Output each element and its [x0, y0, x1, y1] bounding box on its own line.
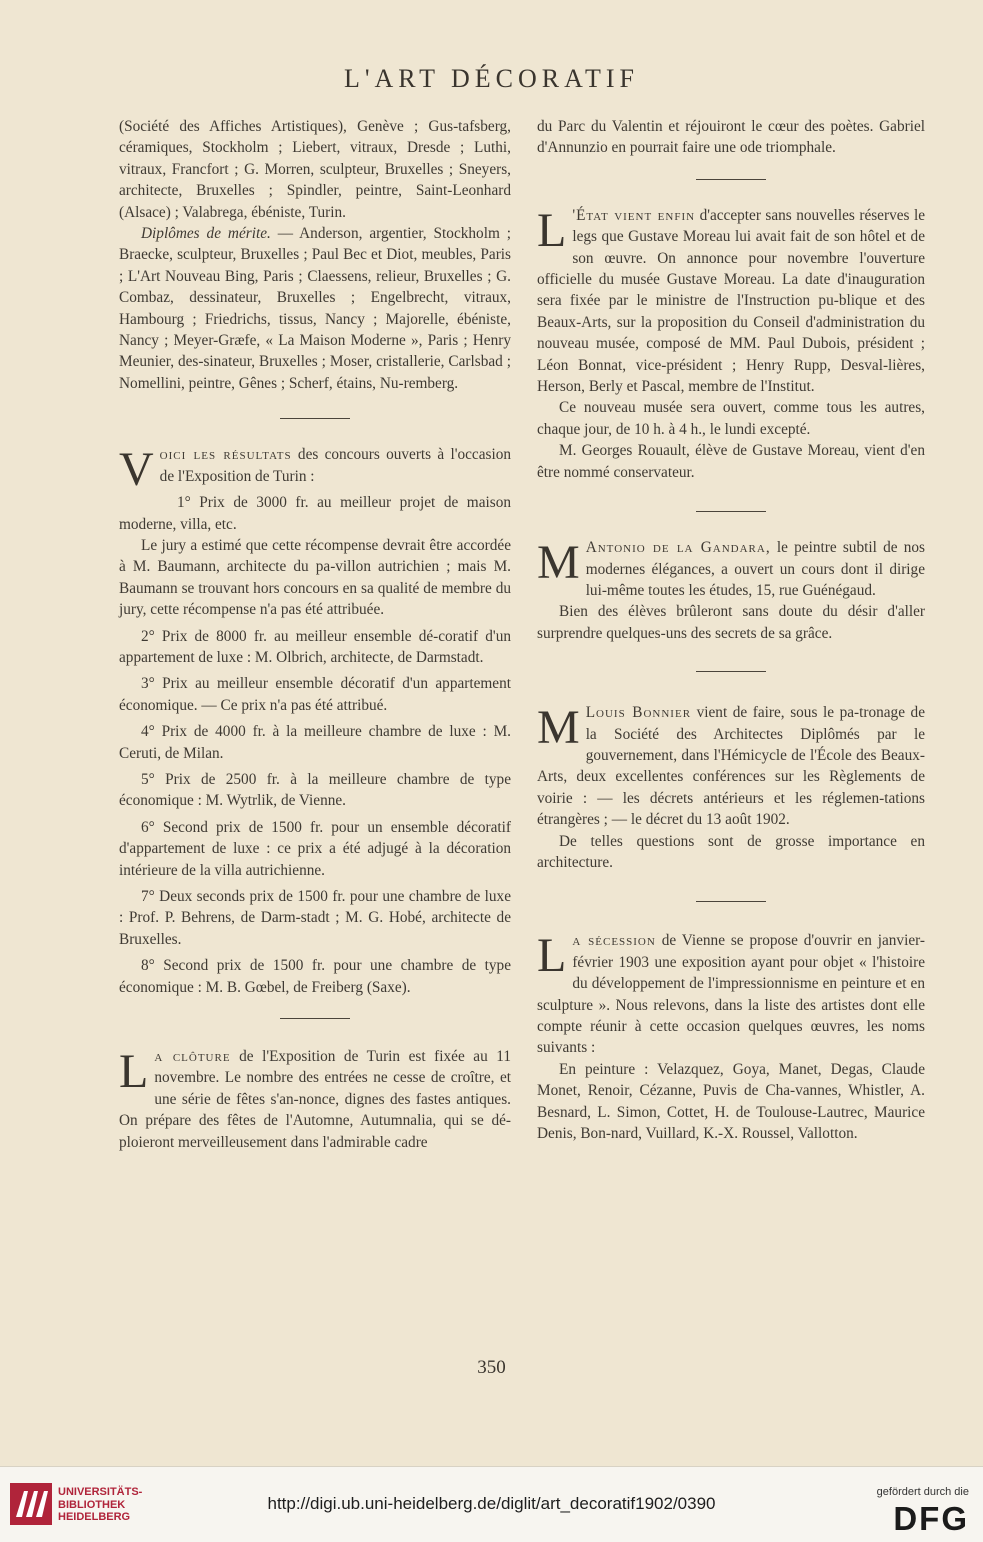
library-name-line-2: BIBLIOTHEK: [58, 1498, 126, 1511]
bonnier-paragraph: [537, 702, 925, 830]
gandara-paragraph: [537, 537, 925, 601]
drop-cap: V: [119, 443, 154, 497]
etat-text: d'accepter sans nouvelles réserves le legs que Gustave Moreau lui avait fait de son hôtel et de son œuvre. On annonce pour novembre l'ouverture officielle du musée Gustave Moreau. La date d'inauguration sera fixée par le ministre de l'Instruction pu-blique et des Beaux-Arts, sur la proposition du Conseil d'administration du nouveau musée, composé de MM. Paul Dubois, président ; Léon Bonnat, vice-président ; Henry Rupp, Desval-lières, Herson, Berly et Pascal, membre de l'Institut.: [537, 206, 925, 396]
bonnier-paragraph-2: De telles questions sont de grosse importance en architecture.: [537, 832, 925, 871]
right-paragraph: du Parc du Valentin et réjouiront le cœur des poètes. Gabriel d'Annunzio en pourrait faire une ode triomphale.: [537, 118, 925, 157]
prize-8: 8° Second prix de 1500 fr. pour une chambre de type économique : M. B. Gœbel, de Freiberg (Saxe).: [119, 957, 511, 996]
secession-paragraph-2: En peinture : Velazquez, Goya, Manet, Degas, Claude Monet, Renoir, Cézanne, Puvis de Cha-vannes, Whistler, A. Besnard, L. Simon, Cottet, H. de Toulouse-Lautrec, Maurice Denis, Bon-nard, Vuillard, K.-X. Roussel, Vallotton.: [537, 1060, 925, 1143]
secession-paragraph: [537, 930, 925, 1058]
etat-paragraph-3: M. Georges Rouault, élève de Gustave Moreau, vient d'en être nommé conservateur.: [537, 442, 925, 481]
etat-paragraph-2: Ce nouveau musée sera ouvert, comme tous les autres, chaque jour, de 10 h. à 4 h., le lundi excepté.: [537, 399, 925, 438]
turin-lead: oici les résultats: [159, 446, 292, 464]
etat-lead: 'État vient enfin: [572, 206, 696, 224]
page-number: 350: [477, 1357, 506, 1378]
secession-lead: a sécession: [572, 932, 656, 950]
cloture-lead: a clôture: [154, 1048, 231, 1066]
etat-paragraph: [537, 205, 925, 398]
library-name-line-1: UNIVERSITÄTS-: [58, 1486, 143, 1498]
turin-intro-paragraph: [119, 443, 512, 497]
running-title: L'ART DÉCORATIF: [343, 64, 640, 93]
diplomes-text: — Anderson, argentier, Stockholm ; Braecke, sculpteur, Bruxelles ; Paul Bec et Diot, meubles, Paris ; L'Art Nouveau Bing, Paris ; Claessens, relieur, Bruxelles ; G. Combaz, dessinateur, Bruxelles ; Engelbrecht, vitraux, Hambourg ; Friedrichs, tissus, Nancy ; Majorelle, ébéniste, Nancy ; Meyer-Græfe, « La Maison Moderne », Paris ; Henry Meunier, des-sinateur, Bruxelles ; Moser, cristallerie, Carlsbad ; Nomellini, peintre, Gênes ; Scherf, étains, Nu-remberg.: [119, 225, 512, 392]
turin-text: des concours ouverts à l'occasion de l'Exposition de Turin :: [159, 446, 512, 485]
gandara-text: le peintre subtil de nos modernes élégances, a ouvert un cours dont il dirige lui-même toutes les études, 15, rue Guénégaud.: [585, 539, 925, 599]
drop-cap: L: [537, 929, 567, 983]
right-column: [537, 116, 925, 1144]
gandara-lead: Antonio de la Gandara,: [585, 539, 771, 557]
prize-3: 3° Prix au meilleur ensemble décoratif d'un appartement économique. — Ce prix n'a pas été attribué.: [119, 675, 511, 714]
secession-text: de Vienne se propose d'ouvrir en janvier-février 1903 une exposition ayant pour objet « l'histoire du développement de l'impressionnisme en peinture et en sculpture ». Nous relevons, dans la liste des artistes dont elle compte réunir à cette occasion quelques œuvres, les noms suivants :: [537, 932, 925, 1057]
prize-7: 7° Deux seconds prix de 1500 fr. pour une chambre de luxe : Prof. P. Behrens, de Darm-stadt ; M. G. Hobé, architecte de Bruxelles.: [119, 888, 511, 948]
permalink-url[interactable]: http://digi.ub.uni-heidelberg.de/diglit/art_decoratif1902/0390: [267, 1494, 716, 1513]
left-paragraph: (Société des Affiches Artistiques), Genève ; Gus-tafsberg, céramiques, Stockholm ; Liebert, vitraux, Dresde ; Luthi, vitraux, Francfort ; G. Morren, sculpteur, Bruxelles ; Sneyers, architecte, Bruxelles ; Spindler, peintre, Saint-Leonhard (Alsace) ; Valabrega, ébéniste, Turin.: [119, 118, 511, 221]
funded-by-label: gefördert durch die: [876, 1486, 969, 1498]
left-column: [119, 116, 511, 1153]
cloture-paragraph: [119, 1046, 511, 1153]
prize-1-jury: Le jury a estimé que cette récompense devrait être accordée à M. Baumann, architecte du pa-villon autrichien ; mais M. Baumann se trouvant hors concours en sa qualité de membre du jury, cette récompense n'a pas été attribuée.: [119, 536, 511, 619]
drop-cap: L: [537, 203, 567, 257]
prize-4: 4° Prix de 4000 fr. à la meilleure chambre de luxe : M. Ceruti, de Milan.: [119, 723, 511, 762]
prize-5: 5° Prix de 2500 fr. à la meilleure chambre de type économique : M. Wytrlik, de Vienne.: [119, 770, 511, 810]
drop-cap: M: [537, 701, 580, 755]
cloture-text: de l'Exposition de Turin est fixée au 11 novembre. Le nombre des entrées ne cesse de croître, et une série de fêtes s'an-nonce, dignes des fastes antiques. On prépare des fêtes de l'Automne, Autumnalia, qui se dé-ploieront merveilleusement dans l'admirable cadre: [119, 1048, 511, 1151]
prize-1: 1° Prix de 3000 fr. au meilleur projet de maison moderne, villa, etc.: [119, 494, 511, 533]
drop-cap: M: [537, 536, 580, 590]
library-name-line-3: HEIDELBERG: [58, 1511, 131, 1523]
diplomes-paragraph: [119, 223, 511, 394]
dfg-logo[interactable]: DFG: [893, 1500, 969, 1537]
bonnier-lead: Louis Bonnier: [585, 704, 692, 722]
gandara-paragraph-2: Bien des élèves brûleront sans doute du désir d'aller surprendre quelques-uns des secrets de sa grâce.: [537, 603, 925, 642]
prize-6: 6° Second prix de 1500 fr. pour un ensemble décoratif d'appartement de luxe : ce prix a été adjugé à la décoration intérieure de la villa autrichienne.: [119, 818, 511, 879]
diplomes-lead: Diplômes de mérite.: [141, 225, 271, 243]
bonnier-text: vient de faire, sous le pa-tronage de la Société des Architectes Diplômés par le gouvernement, dans l'Hémicycle de l'École des Beaux-Arts, deux excellentes conférences sur les Règlements de voirie : — les décrets antérieurs et les réglemen-tations étrangères ; — le décret du 13 août 1902.: [537, 704, 925, 829]
drop-cap: L: [119, 1045, 149, 1099]
prize-2: 2° Prix de 8000 fr. au meilleur ensemble dé-coratif d'un appartement de luxe : M. Olbrich, architecte, de Darmstadt.: [119, 627, 511, 666]
